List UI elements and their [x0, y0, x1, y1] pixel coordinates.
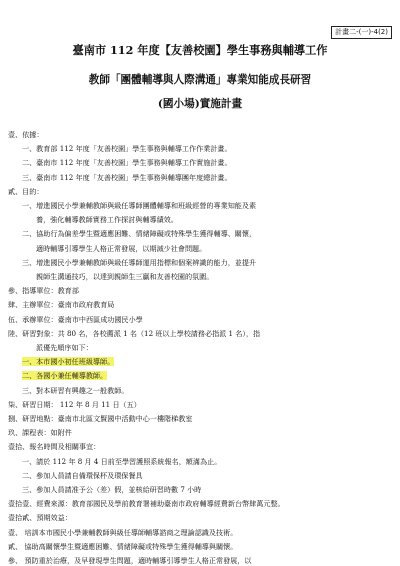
document-line: 壹拾壹、經費來源：教育部國民及學前教育署補助臺南市政府輔導經費新台幣肆萬元整。: [8, 499, 285, 509]
document-line: 陸、研習對象：共 80 名，各校薦派 1 名（12 班以上學校請務必指派 1 名），指: [8, 328, 261, 338]
title-line-2: 教師「團體輔導與人際溝通」專業知能成長研習: [88, 74, 312, 86]
document-line: 參、 預防重於治療，及早發現學生問題，適時輔導引導學生人格正常發展，以: [8, 556, 252, 565]
document-line: 二、各國小兼任輔導教師。: [22, 371, 108, 381]
title-line-3: (國小場)實施計畫: [157, 98, 243, 110]
plan-code-label: 計畫二-(一)-4(2): [331, 26, 392, 39]
document-line: 親師生溝通技巧，以達到親師生三贏和友善校園的氛圍。: [36, 272, 214, 281]
document-line: 三、增進國民小學兼輔教師與級任導師運用指標和個案辨識的能力，並提升: [22, 257, 257, 267]
document-line: 參、指導單位：教育部: [8, 286, 79, 296]
title-line-1: 臺南市 112 年度【友善校園】學生事務與輔導工作: [72, 43, 328, 57]
document-line: 一、增進國民小學兼輔教師與級任導師團體輔導和班級經營的專業知能及素: [22, 201, 257, 210]
document-line: 三、參加人員請准予公（差）假，並核給研習時數 7 小時: [22, 485, 202, 494]
document-line: 三、對本研習有興趣之一般教師。: [22, 385, 129, 395]
document-line: 壹拾、報名時間及相關事宜：: [8, 442, 101, 452]
document-line: 壹、依據：: [8, 130, 44, 139]
document-line: 三、臺南市 112 年度「友善校園」學生事務與輔導團年度總計畫。: [22, 172, 232, 182]
document-line: 一、本市國小初任班級導師。: [22, 357, 115, 367]
document-line: 肆、主辦單位：臺南市政府教育局: [8, 300, 115, 310]
document-line: 柒、研習日期： 112 年 8 月 11 日（五）: [8, 399, 141, 409]
document-line: 養，強化輔導教師實務工作探討與輔導績效。: [36, 215, 178, 225]
document-line: 捌、研習地點：臺南市北區文賢國中活動中心一樓階梯教室: [8, 414, 193, 423]
document-line: 一、教育部 112 年度「友善校園」學生事務與輔導工作作業計畫。: [22, 144, 232, 154]
document-line: 貳、 協助高關懷學生暨適應困難、情緒障礙或特殊學生獲得輔導與關懷。: [8, 541, 238, 551]
document-line: 一、請於 112 年 8 月 4 日前至學習護照系統報名，額滿為止。: [22, 456, 222, 466]
document-line: 壹、 培訓本市國民小學兼輔教師與級任導師輔導諮商之理論認識及技術。: [8, 527, 238, 537]
document-line: 適時輔導引導學生人格正常發展，以期減少社會問題。: [36, 243, 207, 253]
document-line: 壹拾貳、預期效益：: [8, 513, 72, 523]
document-line: 二、參加人員請自備環保杯及環保餐具: [22, 470, 143, 480]
document-line: 二、臺南市 112 年度「友善校園」學生事務與輔導工作實施計畫。: [22, 158, 232, 168]
document-line: 玖、課程表：如附件: [8, 428, 72, 438]
document-line: 貳、目的：: [8, 186, 44, 196]
document-line: 二、協助行為偏差學生暨適應困難、情緒障礙或特殊學生獲得輔導、關懷，: [22, 229, 257, 239]
document-line: 派優先順序如下：: [36, 343, 93, 352]
document-line: 伍、承辦單位：臺南市中西區成功國民小學: [8, 314, 143, 324]
